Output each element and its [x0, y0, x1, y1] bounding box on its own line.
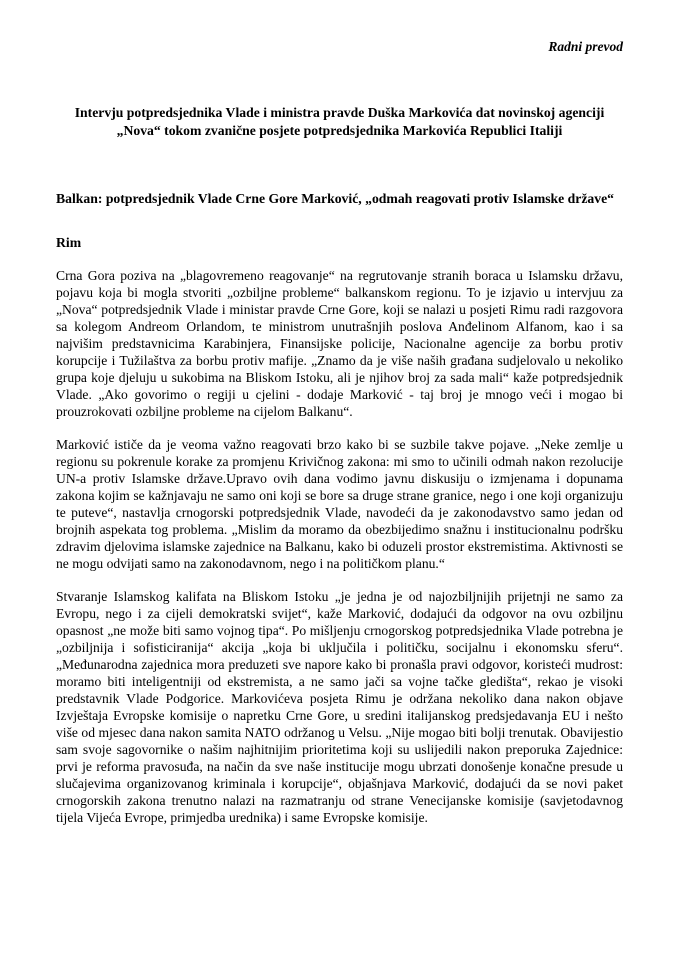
dateline: Rim [56, 234, 82, 250]
document-subtitle: Balkan: potpredsjednik Vlade Crne Gore Marković, „odmah reagovati protiv Islamske države“ [56, 191, 615, 206]
header-note: Radni prevod [548, 39, 623, 54]
paragraph-2: Marković ističe da je veoma važno reagovati brzo kako bi se suzbile takve pojave. „Neke zemlje u regionu su pokrenule korake za promjenu Krivičnog zakona: mi smo to učinili odmah nakon rezolucije UN-a protiv Islamske države.Upravo ovih dana vodimo javnu diskusiju o izmjenama i dopunama zakona kojim se kažnjavaju ne samo oni koji se bore sa druge strane granice, nego i one koji organizuju te puteve“, nastavlja crnogorski potpredsjednik Vlade, navodeći da je zakonodavstvo samo jedan od brojnih aspekata tog problema. „Mislim da moramo da obezbijedimo snažnu i institucionalnu podršku zdravim djelovima islamske zajednice na Balkanu, kako bi oduzeli prostor ekstremistima. Aktivnosti se ne mogu odvijati samo na zakonodavnom, nego i na političkom planu.“ [56, 436, 623, 571]
document-title: Intervju potpredsjednika Vlade i ministra pravde Duška Markovića dat novinskoj agenciji „Nova“ tokom zvanične posjete potpredsjednika Markovića Republici Italiji [74, 105, 605, 138]
paragraph-1: Crna Gora poziva na „blagovremeno reagovanje“ na regrutovanje stranih boraca u Islamsku državu, pojavu koja bi mogla stvoriti „ozbiljne probleme“ balkanskom regionu. To je izjavio u intervjuu za „Nova“ potpredsjednik Vlade i ministar pravde Crne Gore, koji se nalazi u posjeti Rimu radi razgovora sa kolegom Andreom Orlandom, te ministrom unutrašnjih poslova Anđelinom Alfanom, kao i sa najvišim predstavnicima Karabinjera, Finansijske policije, Nacionalne agencije za borbu protiv korupcije i Tužilaštva za borbu protiv mafije. „Znamo da je više naših građana sudjelovalo u nekoliko grupa koje djeluju u sukobima na Bliskom Istoku, ali je njihov broj za sada mali“ kaže potpredsjednik Vlade. „Ako govorimo o regiji u cjelini - dodaje Marković - taj broj je mnogo veći i mogao bi prouzrokovati ozbiljne probleme na cijelom Balkanu“. [56, 267, 623, 419]
paragraph-3: Stvaranje Islamskog kalifata na Bliskom Istoku „je jedna je od najozbiljnijih prijetnji ne samo za Evropu, nego i za cijeli demokratski svijet“, kaže Marković, dodajući da odgovor na ovu ozbiljnu opasnost „ne može biti samo vojnog tipa“. Po mišljenju crnogorskog potpredsjednika Vlade potrebna je „ozbiljnija i sofisticiranija“ akcija „koja bi uključila i političku, socijalnu i ekonomsku sferu“. „Međunarodna zajednica mora preduzeti sve napore kako bi pronašla pravi odgovor, koristeći mudrost: moramo biti inteligentniji od ekstremista, a ne samo jači sa vojne tačke gledišta“, rekao je visoki predstavnik Vlade Podgorice. Markovićeva posjeta Rimu je održana nekoliko dana nakon objave Izvještaja Evropske komisije o napretku Crne Gore, u sredini italijanskog predsjedavanja EU i nešto više od mjesec dana nakon samita NATO održanog u Velsu. „Nije mogao biti bolji trenutak. Obavijestio sam svoje sagovornike o našim najhitnijim prioritetima koji su uslijedili nakon preporuka Zajednice: prvi je reforma pravosuđa, na način da sve naše institucije mogu ubrzati donošenje konačne presude u slučajevima organizovanog kriminala i korupcije“, objašnjava Marković, dodajući da se novi paket crnogorskih zakona trenutno nalazi na razmatranju od strane Venecijanske komisije (savjetodavnog tijela Vijeća Evrope, primjedba urednika) i same Evropske komisije. [56, 588, 623, 825]
